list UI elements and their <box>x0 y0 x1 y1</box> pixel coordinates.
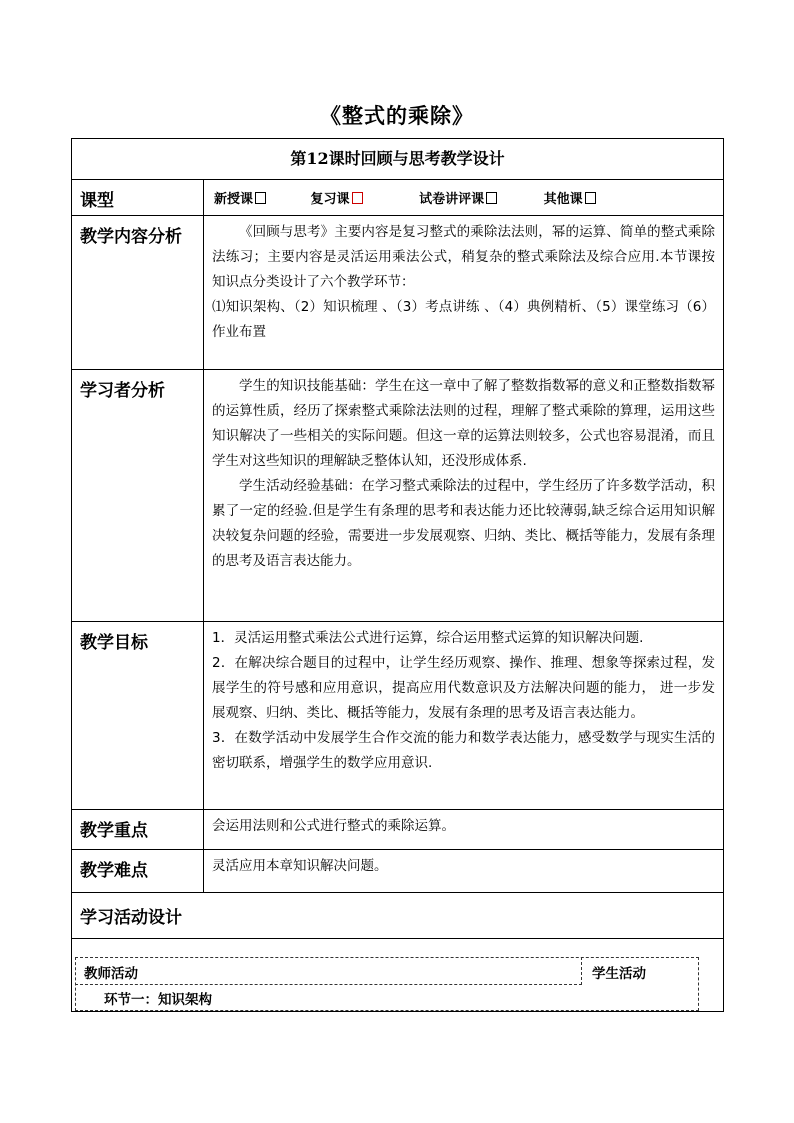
objective-item-2: 2．在解决综合题目的过程中，让学生经历观察、操作、推理、想象等探索过程，发展学生的符号感和应用意识，提高应用代数意识及方法解决问题的能力， 进一步发展观察、归纳、类比、概括等能力，发展有条理的思考及语言表达能力。 <box>212 655 715 721</box>
lesson-title: 第12课时回顾与思考教学设计 <box>72 139 724 180</box>
learner-analysis-label: 学习者分析 <box>72 370 204 622</box>
option-other: 其他课 <box>544 188 596 207</box>
activity-table-cell <box>72 939 724 1012</box>
objective-item-3: 3．在数学活动中发展学生合作交流的能力和数学表达能力，感受数学与现实生活的密切联系，增强学生的数学应用意识. <box>212 730 715 771</box>
key-points-text: 会运用法则和公式进行整式的乘除运算。 <box>204 810 724 850</box>
activity-design-label: 学习活动设计 <box>72 893 724 939</box>
learner-knowledge-para: 学生的知识技能基础：学生在这一章中了解了整数指数幂的意义和正整数指数幂的运算性质，经历了探索整式乘除法法则的过程，理解了整式乘除的算理，运用这些知识解决了一些相关的实际问题。但这一章的运算法则较多，公式也容易混淆，而且学生对这些知识的理解缺乏整体认知，还没形成体系. <box>212 378 715 469</box>
difficulties-text: 灵活应用本章知识解决问题。 <box>204 850 724 893</box>
lesson-plan-table <box>71 138 724 1012</box>
learner-analysis-body <box>204 370 724 622</box>
content-analysis-label: 教学内容分析 <box>72 216 204 370</box>
course-type-label: 课型 <box>72 180 204 216</box>
lesson-title-row <box>72 139 724 180</box>
content-analysis-steps: ⑴知识架构、（2）知识梳理 、（3）考点讲练 、（4）典例精析、（5）课堂练习（6）作业布置 <box>212 299 715 340</box>
objectives-body <box>204 622 724 810</box>
difficulties-label: 教学难点 <box>72 850 204 893</box>
learner-experience-para: 学生活动经验基础：在学习整式乘除法的过程中，学生经历了许多数学活动，积累了一定的经验.但是学生有条理的思考和表达能力还比较薄弱,缺乏综合运用知识解决较复杂问题的经验，需要进一步发展观察、归纳、类比、概括等能力，发展有条理的思考及语言表达能力。 <box>212 478 715 569</box>
activity-table-row <box>72 939 724 1012</box>
student-activity-header: 学生活动 <box>592 966 646 982</box>
option-review-lesson: 复习课 <box>311 188 363 207</box>
activity-design-row <box>72 893 724 939</box>
objectives-label: 教学目标 <box>72 622 204 810</box>
course-type-options <box>204 180 724 216</box>
course-type-row <box>72 180 724 216</box>
key-points-row <box>72 810 724 850</box>
document-title: 《整式的乘除》 <box>320 103 474 128</box>
checkbox-icon[interactable] <box>486 192 497 204</box>
content-analysis-text: 《回顾与思考》主要内容是复习整式的乘除法法则，幂的运算、简单的整式乘除法练习；主要内容是灵活运用乘法公式，稍复杂的整式乘除法及综合应用.本节课按知识点分类设计了六个教学环节： <box>212 224 715 290</box>
stage-one-label: 环节一：知识架构 <box>104 992 212 1008</box>
objectives-row <box>72 622 724 810</box>
option-exam-review: 试卷讲评课 <box>419 188 497 207</box>
key-points-label: 教学重点 <box>72 810 204 850</box>
teacher-column-box <box>75 957 582 985</box>
checkbox-icon[interactable] <box>585 192 596 204</box>
content-analysis-row <box>72 216 724 370</box>
learner-analysis-row <box>72 370 724 622</box>
teacher-activity-header: 教师活动 <box>84 966 138 982</box>
objective-item-1: 1．灵活运用整式乘法公式进行运算，综合运用整式运算的知识解决问题. <box>212 630 644 646</box>
content-analysis-body <box>204 216 724 370</box>
checkbox-icon[interactable] <box>255 192 266 204</box>
difficulties-row <box>72 850 724 893</box>
option-new-lesson: 新授课 <box>214 188 266 207</box>
checkbox-icon[interactable] <box>352 192 363 204</box>
